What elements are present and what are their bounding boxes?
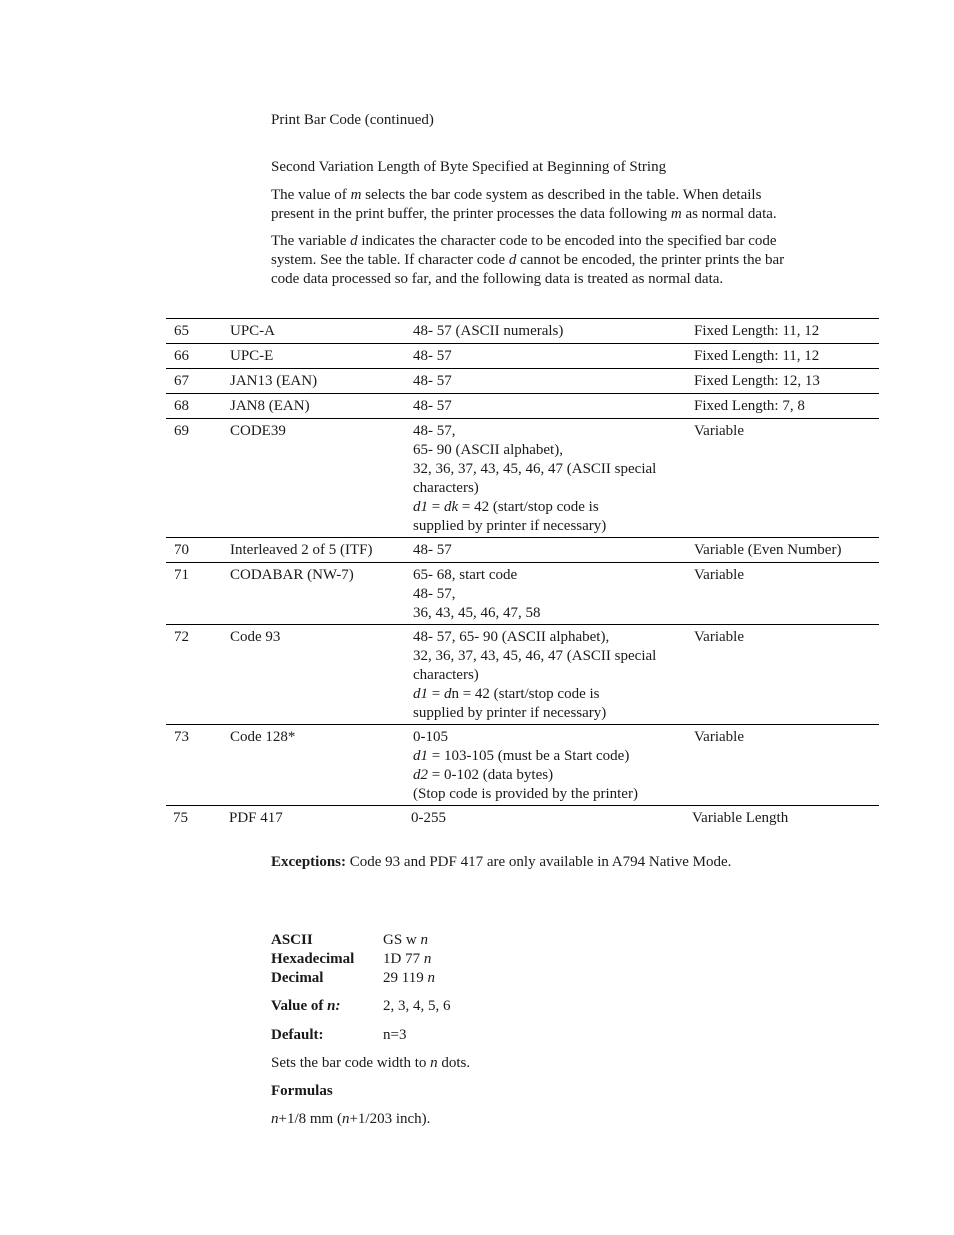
table-row [166, 418, 879, 537]
table-row [166, 537, 879, 562]
cell-system: PDF 417 [229, 810, 283, 826]
cell-m: 70 [174, 542, 189, 558]
cell-m: 67 [174, 373, 189, 389]
cell-chars: 48- 57 [413, 542, 452, 558]
cell-system: UPC-E [230, 348, 274, 364]
table-row [166, 393, 879, 418]
cell-length: Variable [694, 567, 744, 583]
cell-length: Fixed Length: 7, 8 [694, 398, 805, 414]
cell-length: Fixed Length: 11, 12 [694, 323, 820, 339]
cell-length: Variable (Even Number) [694, 542, 842, 558]
table-row [166, 624, 879, 724]
cell-m: 71 [174, 567, 189, 583]
cell-system: Code 93 [230, 629, 281, 645]
cell-m: 69 [174, 423, 189, 439]
cell-system: Code 128* [230, 729, 296, 745]
table-row [166, 805, 879, 830]
cell-length: Variable Length [692, 810, 789, 826]
table-row [166, 343, 879, 368]
cell-length: Variable [694, 629, 744, 645]
cell-m: 65 [174, 323, 189, 339]
cell-m: 66 [174, 348, 189, 364]
description: Sets the bar code width to n dots. [271, 1055, 471, 1071]
cell-chars: 48- 57 [413, 398, 452, 414]
section-heading: Second Variation Length of Byte Specified at Beginning of String [271, 159, 667, 175]
page-title: Print Bar Code (continued) [271, 112, 434, 128]
exceptions-text: Code 93 and PDF 417 are only available in A794 Native Mode. [346, 854, 732, 870]
cell-length: Fixed Length: 12, 13 [694, 373, 820, 389]
table-row [166, 318, 879, 343]
cell-system: Interleaved 2 of 5 (ITF) [230, 542, 373, 558]
cell-length: Variable [694, 423, 744, 439]
formulas-heading: Formulas [271, 1083, 333, 1099]
cell-chars: 48- 57 (ASCII numerals) [413, 323, 564, 339]
table-row [166, 368, 879, 393]
table-row [166, 724, 879, 805]
cell-system: CODABAR (NW-7) [230, 567, 354, 583]
cell-m: 75 [173, 810, 188, 826]
cell-chars: 48- 57 [413, 348, 452, 364]
paragraph-value-of-m: The value of m selects the bar code system as described in the table. When details present in the print buffer, the printer processes the data following m as normal data. [271, 187, 777, 222]
cell-chars: 48- 57 [413, 373, 452, 389]
cell-system: UPC-A [230, 323, 276, 339]
cell-chars: 0-105 d1 = 103-105 (must be a Start code) d2 = 0-102 (data bytes) (Stop code is provided by the printer) [413, 729, 638, 802]
exceptions-label: Exceptions: [271, 854, 346, 870]
cell-chars: 48- 57, 65- 90 (ASCII alphabet), 32, 36, 37, 43, 45, 46, 47 (ASCII special characters) d1 = dn = 42 (start/stop code is supplied by printer if necessary) [413, 629, 657, 721]
formula-text: n+1/8 mm (n+1/203 inch). [271, 1111, 431, 1127]
cell-m: 72 [174, 629, 189, 645]
exceptions-note [271, 853, 731, 872]
cell-system: JAN13 (EAN) [230, 373, 318, 389]
cell-system: JAN8 (EAN) [230, 398, 310, 414]
cell-chars: 0-255 [411, 810, 446, 826]
cell-m: 68 [174, 398, 189, 414]
cell-chars: 48- 57, 65- 90 (ASCII alphabet), 32, 36, 37, 43, 45, 46, 47 (ASCII special characters) d1 = dk = 42 (start/stop code is supplied by printer if necessary) [413, 423, 657, 534]
table-row [166, 562, 879, 624]
cell-m: 73 [174, 729, 189, 745]
cell-length: Fixed Length: 11, 12 [694, 348, 820, 364]
cell-length: Variable [694, 729, 744, 745]
cell-system: CODE39 [230, 423, 286, 439]
paragraph-variable-d: The variable d indicates the character code to be encoded into the specified bar code system. See the table. If character code d cannot be encoded, the printer prints the bar code data processed so far, and the following data is treated as normal data. [271, 233, 785, 287]
cell-chars: 65- 68, start code 48- 57, 36, 43, 45, 46, 47, 58 [413, 567, 541, 621]
bar-code-table [166, 318, 879, 830]
